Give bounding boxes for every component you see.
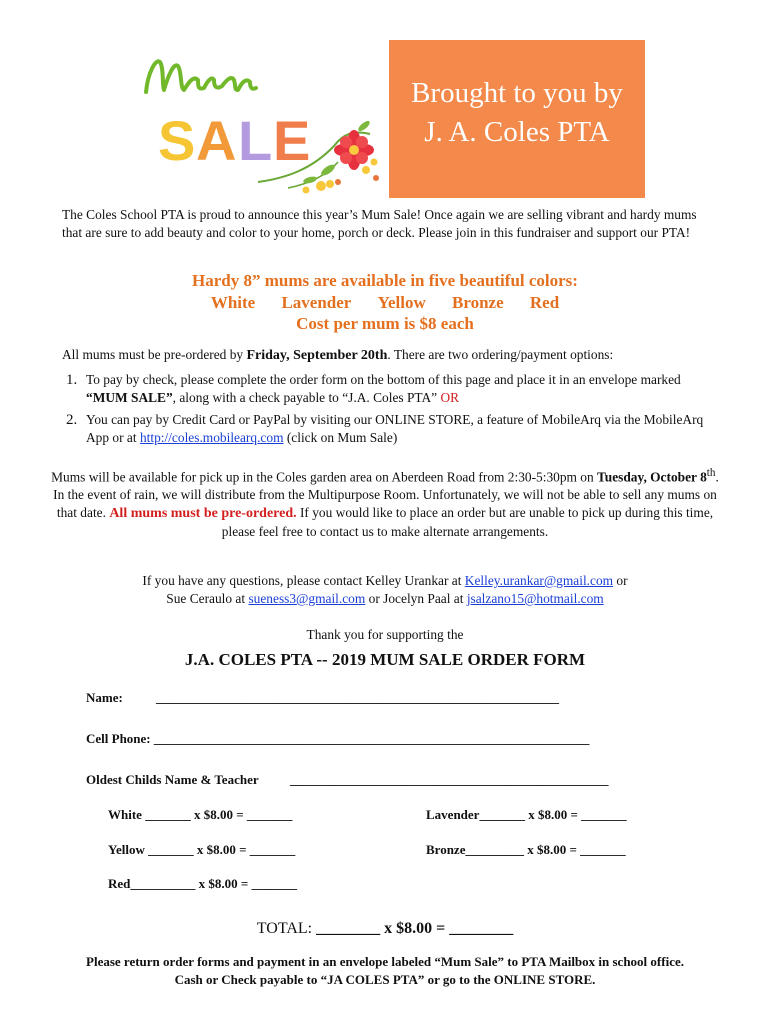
pickup-text: Mums will be available for pick up in the Coles garden area on Aberdeen Road from 2:30-5:30pm on bbox=[51, 469, 598, 485]
mum-sale-label: “MUM SALE” bbox=[86, 390, 173, 405]
svg-text:L: L bbox=[238, 109, 273, 172]
option-text bbox=[86, 411, 716, 447]
name-label: Name: bbox=[86, 690, 123, 705]
option-online-text: You can pay by Credit Card or PayPal by visiting our ONLINE STORE, a feature of MobileArq via the MobileArq App or at bbox=[86, 412, 704, 445]
return-instructions-line-1: Please return order forms and payment in an envelope labeled “Mum Sale” to PTA Mailbox in school office. bbox=[86, 954, 684, 969]
intro-paragraph: The Coles School PTA is proud to announce this year’s Mum Sale! Once again we are selling vibrant and hardy mums that are sure to add beauty and color to your home, porch or deck. Please join in this fundraiser and support our PTA! bbox=[62, 207, 697, 240]
payment-options bbox=[66, 371, 716, 451]
option-online bbox=[66, 411, 716, 447]
preorder-deadline bbox=[62, 347, 722, 364]
oldest-child-label: Oldest Childs Name & Teacher bbox=[86, 772, 259, 787]
name-field[interactable]: ______________________________________________________________ bbox=[156, 690, 559, 705]
color-white: White bbox=[210, 292, 256, 312]
return-instructions-line-2: Cash or Check payable to “JA COLES PTA” or go to the ONLINE STORE. bbox=[174, 972, 596, 987]
mum-sale-logo-art bbox=[138, 50, 388, 200]
contact-text-sue: Sue Ceraulo at bbox=[166, 591, 249, 606]
headline-line-1: Hardy 8” mums are available in five beautiful colors: bbox=[192, 271, 578, 290]
option-text bbox=[86, 371, 716, 407]
svg-text:A: A bbox=[196, 109, 237, 172]
oldest-child-field[interactable]: _________________________________________________ bbox=[290, 772, 609, 787]
option-online-text-after: (click on Mum Sale) bbox=[283, 430, 398, 445]
total-label: TOTAL: bbox=[256, 920, 313, 937]
color-lavender: Lavender bbox=[281, 292, 352, 312]
preorder-warning: All mums must be pre-ordered. bbox=[109, 506, 297, 522]
mum-colors-headline bbox=[0, 270, 770, 335]
option-check-text-after: , along with a check payable to “J.A. Coles PTA” bbox=[172, 390, 441, 405]
option-number: 1. bbox=[66, 372, 78, 388]
color-yellow: Yellow bbox=[377, 292, 426, 312]
preorder-date: Friday, September 20th bbox=[246, 348, 388, 363]
color-bronze: Bronze bbox=[452, 292, 504, 312]
email-link-sue[interactable]: sueness3@gmail.com bbox=[248, 591, 366, 606]
svg-text:S: S bbox=[158, 109, 196, 172]
contact-or: or bbox=[613, 573, 628, 588]
thank-you-text: Thank you for supporting the bbox=[306, 627, 464, 642]
total-field[interactable]: ________ x $8.00 = ________ bbox=[316, 920, 514, 937]
white-quantity-field[interactable]: White _______ x $8.00 = _______ bbox=[108, 807, 293, 822]
headline-price: Cost per mum is $8 each bbox=[296, 314, 474, 333]
mum-sale-logo bbox=[138, 50, 388, 200]
email-link-jocelyn[interactable]: jsalzano15@hotmail.com bbox=[466, 591, 604, 606]
pta-banner bbox=[389, 40, 645, 198]
option-check-text: To pay by check, please complete the order form on the bottom of this page and place it in an envelope marked bbox=[86, 372, 681, 387]
red-quantity-field[interactable]: Red__________ x $8.00 = _______ bbox=[108, 876, 298, 891]
color-list bbox=[0, 292, 770, 314]
svg-text:E: E bbox=[273, 109, 311, 172]
pickup-rain-text: . In the event of rain, we will distribute from the Multipurpose Room. Unfortunately, we will not be able to sell any mums on that date. bbox=[53, 469, 719, 521]
pickup-info bbox=[50, 464, 720, 541]
contact-text: If you have any questions, please contact Kelley Urankar at bbox=[142, 573, 465, 588]
contact-text-jocelyn: or Jocelyn Paal at bbox=[365, 591, 467, 606]
option-check bbox=[66, 371, 716, 407]
return-instructions bbox=[0, 953, 770, 989]
pickup-date-suffix: th bbox=[706, 467, 716, 479]
contact-info bbox=[50, 572, 720, 608]
banner-line-1: Brought to you by bbox=[411, 77, 623, 109]
email-link-kelley[interactable]: Kelley.urankar@gmail.com bbox=[464, 573, 614, 588]
pickup-alternate-text: If you would like to place an order but are unable to pick up during this time, please feel free to contact us to make alternate arrangements. bbox=[221, 505, 714, 540]
color-red: Red bbox=[529, 292, 560, 312]
banner-line-2: J. A. Coles PTA bbox=[424, 116, 610, 148]
online-store-link[interactable]: http://coles.mobilearq.com bbox=[139, 430, 284, 445]
lavender-quantity-field[interactable]: Lavender_______ x $8.00 = _______ bbox=[426, 807, 627, 822]
cell-phone-field[interactable]: Cell Phone: ___________________________________________________________________ bbox=[86, 731, 590, 746]
bronze-quantity-field[interactable]: Bronze_________ x $8.00 = _______ bbox=[426, 842, 626, 857]
preorder-text: All mums must be pre-ordered by bbox=[62, 347, 247, 362]
or-label: OR bbox=[440, 390, 460, 405]
order-form-title: J.A. COLES PTA -- 2019 MUM SALE ORDER FORM bbox=[184, 650, 586, 669]
total-line bbox=[0, 920, 770, 938]
option-number: 2. bbox=[66, 412, 78, 428]
preorder-text-after: . There are two ordering/payment options: bbox=[387, 347, 614, 362]
pickup-date: Tuesday, October 8 bbox=[597, 469, 707, 485]
yellow-quantity-field[interactable]: Yellow _______ x $8.00 = _______ bbox=[108, 842, 296, 857]
